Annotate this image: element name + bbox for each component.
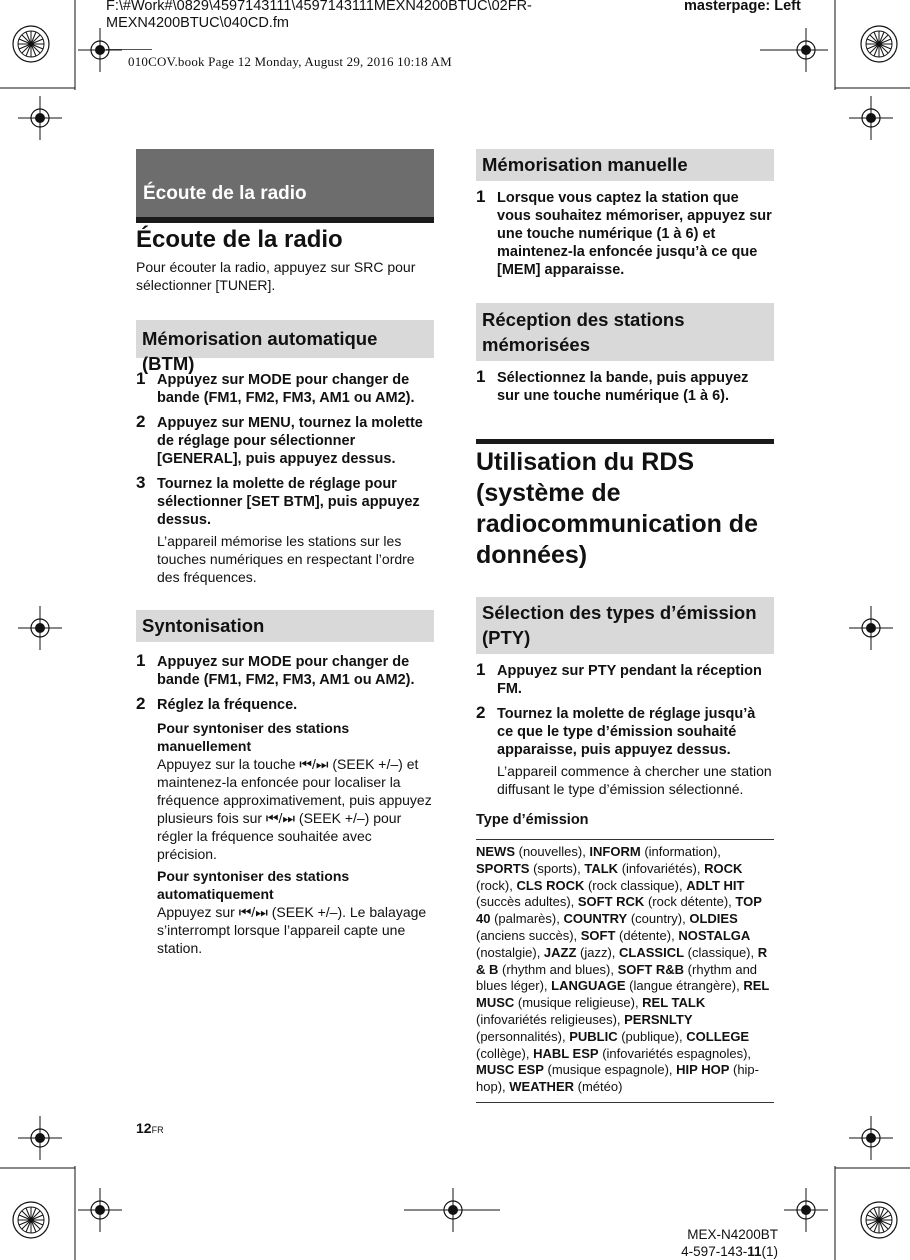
crosshair-icon <box>78 28 122 72</box>
program-type-code: NEWS <box>476 844 515 859</box>
program-type-code: OLDIES <box>689 911 738 927</box>
crosshair-icon <box>784 28 828 72</box>
program-type-code: WEATHER <box>509 1079 575 1095</box>
crosshair-icon <box>849 96 893 140</box>
program-type-code: PUBLIC <box>569 1028 618 1044</box>
program-type-desc: (détente), <box>615 927 679 943</box>
manual-memo-steps <box>476 189 774 279</box>
pty-note: L’appareil commence à chercher une station diffusant le type d’émission sélectionné. <box>497 763 772 797</box>
program-type-code: NOSTALGA <box>678 927 751 943</box>
program-type-code: CLS ROCK <box>516 877 585 893</box>
program-type-desc: (rock), <box>476 877 517 893</box>
program-type-desc: (musique espagnole), <box>543 1062 677 1078</box>
rds-rule <box>476 439 774 444</box>
program-type-code: INFORM <box>589 844 641 859</box>
program-type-code: LANGUAGE <box>551 978 626 994</box>
model-info <box>678 1226 778 1260</box>
crosshair-icon <box>784 1188 828 1232</box>
registration-rose-icon <box>13 1202 49 1238</box>
crosshair-icon <box>18 1116 62 1160</box>
crosshair-icon <box>78 1188 122 1232</box>
file-path: F:\#Work#\0829\4597143111\4597143111MEXN4200BTUC\02FR-MEXN4200BTUC\040CD.fm <box>106 0 532 31</box>
program-type-desc: (nouvelles), <box>515 844 590 859</box>
program-type-desc: (météo) <box>574 1079 623 1095</box>
program-type-code: SPORTS <box>476 860 530 876</box>
program-type-desc: (publique), <box>617 1028 687 1044</box>
program-type-code: HABL ESP <box>533 1045 599 1061</box>
pty-header: Sélection des types d’émission (PTY) <box>476 597 774 654</box>
registration-rose-icon <box>13 26 49 62</box>
program-type-desc: (information), <box>640 844 721 859</box>
manual-tuning-text: Appuyez sur la touche ⏮/⏭ (SEEK +/–) et maintenez-la enfoncée pour localiser la fréquence approximativement, puis appuyez plusieurs fois sur ⏮/⏭ (SEEK +/–) pour régler la fréquence souhaitée avec précision. <box>157 756 432 862</box>
section-tab-rule <box>136 217 434 223</box>
book-info: 010COV.book Page 12 Monday, August 29, 2016 10:18 AM <box>128 54 452 69</box>
manual-memo-header: Mémorisation manuelle <box>476 149 774 181</box>
crosshair-icon <box>18 96 62 140</box>
model-name: MEX-N4200BT <box>687 1227 778 1242</box>
program-type-desc: (sports), <box>529 860 585 876</box>
step-item: 3 Tournez la molette de réglage pour sélectionner [SET BTM], puis appuyez dessus. <box>136 473 420 528</box>
program-type-code: TOP 40 <box>476 894 762 927</box>
step-item: 1 Appuyez sur MODE pour changer de bande (FM1, FM2, FM3, AM1 ou AM2). <box>136 369 415 406</box>
program-type-desc: (rhythm and blues léger), <box>476 961 758 994</box>
tuning-header: Syntonisation <box>136 610 434 642</box>
preset-recv-steps <box>476 369 774 405</box>
page-title: Écoute de la radio <box>136 226 343 253</box>
program-type-desc: (jazz), <box>576 944 620 960</box>
step-item: 1 Lorsque vous captez la station que vous souhaitez mémoriser, appuyez sur une touche numérique (1 à 6) et maintenez-la enfoncée jusqu’à ce que [MEM] apparaisse. <box>476 187 772 278</box>
program-type-desc: (rock détente), <box>644 894 736 910</box>
program-type-code: HIP HOP <box>676 1062 730 1078</box>
program-type-desc: (country), <box>627 911 690 927</box>
program-type-desc: (palmarès), <box>490 911 564 927</box>
rds-title: Utilisation du RDS (système de radiocommunication de données) <box>476 448 758 569</box>
part-number: 4-597-143-11(1) <box>681 1244 778 1259</box>
crosshair-icon <box>18 606 62 650</box>
intro-text: Pour écouter la radio, appuyez sur SRC pour sélectionner [TUNER]. <box>136 259 416 293</box>
btm-steps <box>136 371 434 586</box>
program-type-code: COLLEGE <box>686 1028 750 1044</box>
preset-recv-header: Réception des stations mémorisées <box>476 303 774 361</box>
step-item: 1 Appuyez sur MODE pour changer de bande (FM1, FM2, FM3, AM1 ou AM2). <box>136 651 415 688</box>
program-type-code: SOFT R&B <box>617 961 685 977</box>
program-type-code: JAZZ <box>543 944 577 960</box>
program-type-code: COUNTRY <box>563 911 628 927</box>
crosshair-icon <box>849 606 893 650</box>
registration-rose-icon <box>861 26 897 62</box>
step-item: 1 Appuyez sur PTY pendant la réception FM. <box>476 660 762 697</box>
step-item: 2 Appuyez sur MENU, tournez la molette de réglage pour sélectionner [GENERAL], puis appuyez dessus. <box>136 412 423 467</box>
program-type-code: SOFT RCK <box>577 894 645 910</box>
program-type-code: TALK <box>584 860 619 876</box>
program-type-code: REL TALK <box>642 995 706 1011</box>
page-number: 12FR <box>136 1120 164 1136</box>
program-type-code: MUSC ESP <box>476 1062 544 1078</box>
step-item: 1 Sélectionnez la bande, puis appuyez sur une touche numérique (1 à 6). <box>476 367 749 404</box>
manual-tuning-title: Pour syntoniser des stations manuellement <box>157 720 350 754</box>
program-type-desc: (nostalgie), <box>476 944 544 960</box>
program-type-desc: (classique), <box>684 944 758 960</box>
right-column <box>476 149 774 1103</box>
section-tab-band: Écoute de la radio <box>136 149 434 217</box>
program-type-desc: (anciens succès), <box>476 927 581 943</box>
program-type-desc: (infovariétés religieuses), <box>476 1011 625 1027</box>
btm-note: L’appareil mémorise les stations sur les touches numériques en respectant l’ordre des fréquences. <box>157 533 415 585</box>
program-type-desc: (langue étrangère), <box>625 978 744 994</box>
program-type-desc: (infovariétés espagnoles), <box>598 1045 752 1061</box>
crosshair-icon <box>849 1116 893 1160</box>
program-type-code: PERSNLTY <box>624 1011 693 1027</box>
btm-header: Mémorisation automatique (BTM) <box>136 320 434 358</box>
program-type-code: ROCK <box>704 860 743 876</box>
program-type-desc: (musique religieuse), <box>514 995 643 1011</box>
step-item: 2 Tournez la molette de réglage jusqu’à ce que le type d’émission souhaité apparaisse, puis appuyez dessus. <box>476 703 756 758</box>
tuning-steps <box>136 653 434 957</box>
program-type-desc: (hip-hop), <box>476 1062 759 1095</box>
program-type-code: REL MUSC <box>476 978 770 1011</box>
program-type-desc: (infovariétés), <box>618 860 705 876</box>
registration-rose-icon <box>861 1202 897 1238</box>
program-type-title: Type d’émission <box>476 812 589 828</box>
program-type-desc: (collège), <box>476 1045 534 1061</box>
program-type-desc: (personnalités), <box>476 1028 570 1044</box>
program-type-desc: (succès adultes), <box>476 894 578 910</box>
auto-tuning-text: Appuyez sur ⏮/⏭ (SEEK +/–). Le balayage s’interrompt lorsque l’appareil capte une station. <box>157 904 427 956</box>
program-type-code: R & B <box>476 944 768 977</box>
program-type-code: ADLT HIT <box>686 877 745 893</box>
program-type-code: CLASSICL <box>619 944 685 960</box>
left-column <box>136 149 434 957</box>
program-type-desc: (rock classique), <box>584 877 687 893</box>
program-type-desc: (rhythm and blues), <box>498 961 618 977</box>
pty-steps <box>476 662 774 798</box>
program-type-code: SOFT <box>580 927 616 943</box>
step-item: 2 Réglez la fréquence. <box>136 694 298 713</box>
masterpage-label: masterpage: Left <box>684 0 801 14</box>
program-type-list <box>476 839 774 1103</box>
auto-tuning-title: Pour syntoniser des stations automatiquement <box>157 868 350 902</box>
